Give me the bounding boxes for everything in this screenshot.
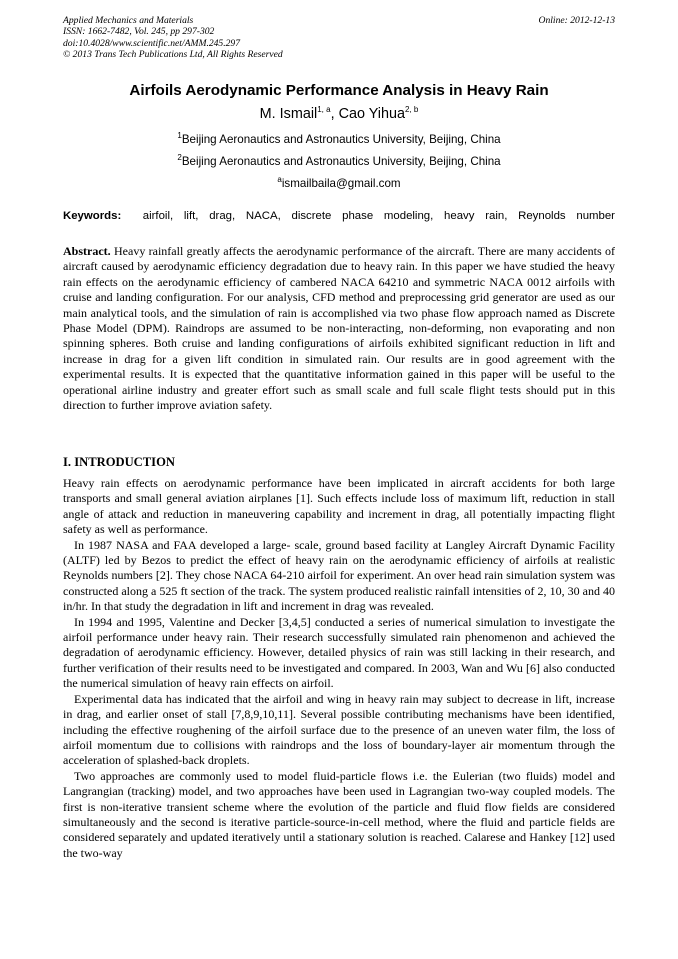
affiliation-2-text: Beijing Aeronautics and Astronautics University, Beijing, China xyxy=(181,155,501,168)
intro-paragraph-3: In 1994 and 1995, Valentine and Decker [3,4,5] conducted a series of numerical simulation to investigate the airfoil performance under heavy rain. Their research successfully simulated rain phenomenon and achieved the degradation of aerodynamic efficiency. However, detailed physics of rain was still lacking in their research, and further verification of their results need to be investigated and compared. In 2003, Wan and Wu [6] also conducted the numerical simulation of heavy rain effects on airfoil. xyxy=(63,614,615,691)
affiliation-2-sup: 2 xyxy=(177,153,182,163)
abstract-label: Abstract. xyxy=(63,244,111,258)
doi-line: doi:10.4028/www.scientific.net/AMM.245.297 xyxy=(63,37,241,49)
copyright-line: © 2013 Trans Tech Publications Ltd, All Rights Reserved xyxy=(63,49,283,61)
email-text: ismailbaila@gmail.com xyxy=(281,177,401,190)
author-2: Cao Yihua xyxy=(338,106,405,122)
intro-paragraph-5: Two approaches are commonly used to model fluid-particle flows i.e. the Eulerian (two fluids) model and Langrangian (tracking) model, and two approaches have been used in Lagrangian two-way coupled models. The first is non-iterative transient scheme where the evolution of the particle and fluid flow fields are considered simultaneously and the second is iterative particle-source-in-cell method, where the fluid and particle fields are considered separately and updated iteratively until a stationary solution is reached. Calarese and Hankey [12] used the two-way xyxy=(63,768,615,860)
affiliation-1 xyxy=(63,133,615,146)
introduction-body xyxy=(63,476,615,861)
keywords-label: Keywords: xyxy=(63,210,122,222)
affiliation-1-sup: 1 xyxy=(177,131,182,141)
keywords-text: airfoil, lift, drag, NACA, discrete phase modeling, heavy rain, Reynolds number xyxy=(142,210,615,222)
author-2-sup: 2, b xyxy=(405,105,419,115)
paper-title: Airfoils Aerodynamic Performance Analysis in Heavy Rain xyxy=(129,82,549,99)
author-1-sup: 1, a xyxy=(317,105,331,115)
author-line xyxy=(63,106,615,122)
email-sup: a xyxy=(277,175,282,185)
journal-header xyxy=(63,15,615,61)
online-date: Online: 2012-12-13 xyxy=(538,15,615,26)
journal-name: Applied Mechanics and Materials xyxy=(63,15,194,26)
abstract-text: Heavy rainfall greatly affects the aerodynamic performance of the aircraft. There are many accidents of aircraft caused by aerodynamic efficiency degradation due to heavy rain. In this paper we have studied the heavy rain effects on the aerodynamic efficiency of cambered NACA 64210 and symmetric NACA 0012 airfoils with cruise and landing configuration. For our analysis, CFD method and preprocessing grid generator are used as our main analytical tools, and the simulation of rain is accomplished via two phase flow approach named as Discrete Phase Model (DPM). Raindrops are assumed to be non-interacting, non-deforming, non evaporating and non spinning spheres. Both cruise and landing configurations of airfoils exhibited significant reduction in lift and increase in drag for a given lift condition in simulated rain. Our results are in good agreement with the experimental results. It is expected that the quantitative information gained in this paper will be useful to the operational airline industry and greater effort such as small scale and full scale flight tests should put in this direction to further improve aviation safety. xyxy=(63,244,616,413)
author-separator: , xyxy=(330,106,339,122)
affiliation-1-text: Beijing Aeronautics and Astronautics University, Beijing, China xyxy=(181,133,501,146)
intro-paragraph-1: Heavy rain effects on aerodynamic performance have been implicated in aircraft accidents for both large transports and small general aviation airplanes [1]. Such effects include loss of maximum lift, reduction in stall angle of attack and reduction in maneuvering capability and increment in drag, all potentially impacting flight safety as well as performance. xyxy=(63,476,615,537)
keywords xyxy=(63,210,615,222)
issn-line: ISSN: 1662-7482, Vol. 245, pp 297-302 xyxy=(63,26,215,38)
intro-paragraph-2: In 1987 NASA and FAA developed a large- scale, ground based facility at Langley Aircraft Dynamic Facility (ALTF) led by Bezos to predict the effect of heavy rain on the aerodynamic efficiency of airfoils at realistic Reynolds numbers [2]. They chose NACA 64-210 airfoil for experiment. An over head rain simulation system was constructed along a 525 ft section of the track. The system produced realistic rainfall intensities of 2, 10, 30 and 40 in/hr. In that study the degradation in lift and increment in drag was revealed. xyxy=(63,537,615,614)
author-email xyxy=(63,177,615,190)
intro-paragraph-4: Experimental data has indicated that the airfoil and wing in heavy rain may subject to decrease in lift, increase in drag, and earlier onset of stall [7,8,9,10,11]. Several possible contributing mechanisms have been identified, including the effective roughening of the airfoil surface due to the presence of an uneven water film, the loss of airfoil momentum due to collisions with raindrops and the loss of boundary-layer air momentum through the acceleration of splashed-back droplets. xyxy=(63,691,615,768)
abstract xyxy=(63,244,615,413)
section-heading-introduction: I. INTRODUCTION xyxy=(63,455,175,469)
author-1: M. Ismail xyxy=(259,106,318,122)
affiliation-2 xyxy=(63,155,615,168)
